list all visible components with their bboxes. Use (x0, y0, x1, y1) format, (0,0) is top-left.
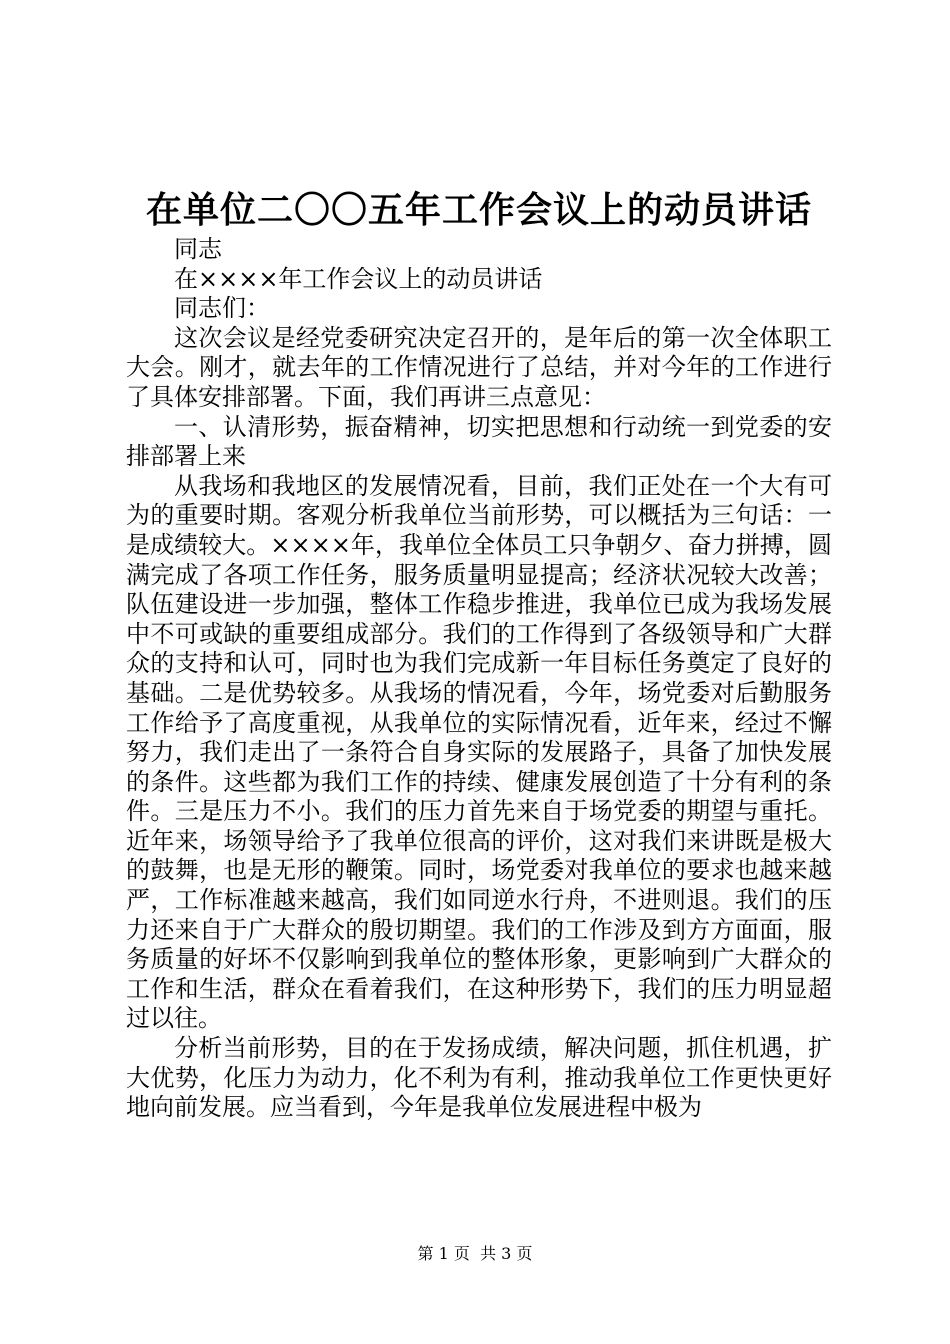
paragraph: 同志 (174, 235, 222, 263)
paragraph: 同志们： (174, 294, 270, 323)
document-body (126, 235, 832, 1123)
page-number: 第 1 页 共 3 页 (417, 1244, 533, 1263)
paragraph: 分析当前形势，目的在于发扬成绩，解决问题，抓住机遇，扩大优势，化压力为动力，化不利为有利，推动我单位工作更快更好地向前发展。应当看到，今年是我单位发展进程中极为 (126, 1034, 832, 1122)
document-title: 在单位二〇〇五年工作会议上的动员讲话 (145, 189, 812, 231)
paragraph: 从我场和我地区的发展情况看，目前，我们正处在一个大有可为的重要时期。客观分析我单位当前形势，可以概括为三句话：一是成绩较大。××××年，我单位全体员工只争朝夕、奋力拼搏，圆满完成了各项工作任务，服务质量明显提高；经济状况较大改善；队伍建设进一步加强，整体工作稳步推进，我单位已成为我场发展中不可或缺的重要组成部分。我们的工作得到了各级领导和广大群众的支持和认可，同时也为我们完成新一年目标任务奠定了良好的基础。二是优势较多。从我场的情况看，今年，场党委对后勤服务工作给予了高度重视，从我单位的实际情况看，近年来，经过不懈努力，我们走出了一条符合自身实际的发展路子，具备了加快发展的条件。这些都为我们工作的持续、健康发展创造了十分有利的条件。三是压力不小。我们的压力首先来自于场党委的期望与重托。近年来，场领导给予了我单位很高的评价，这对我们来讲既是极大的鼓舞，也是无形的鞭策。同时，场党委对我单位的要求也越来越严，工作标准越来越高，我们如同逆水行舟，不进则退。我们的压力还来自于广大群众的殷切期望。我们的工作涉及到方方面面，服务质量的好坏不仅影响到我单位的整体形象，更影响到广大群众的工作和生活，群众在看着我们，在这种形势下，我们的压力明显超过以往。 (126, 471, 832, 1033)
paragraph: 这次会议是经党委研究决定召开的，是年后的第一次全体职工大会。刚才，就去年的工作情况进行了总结，并对今年的工作进行了具体安排部署。下面，我们再讲三点意见： (126, 323, 832, 411)
paragraph: 一、认清形势，振奋精神，切实把思想和行动统一到党委的安排部署上来 (126, 412, 832, 471)
page-footer (0, 1243, 950, 1265)
paragraph: 在××××年工作会议上的动员讲话 (174, 264, 543, 293)
